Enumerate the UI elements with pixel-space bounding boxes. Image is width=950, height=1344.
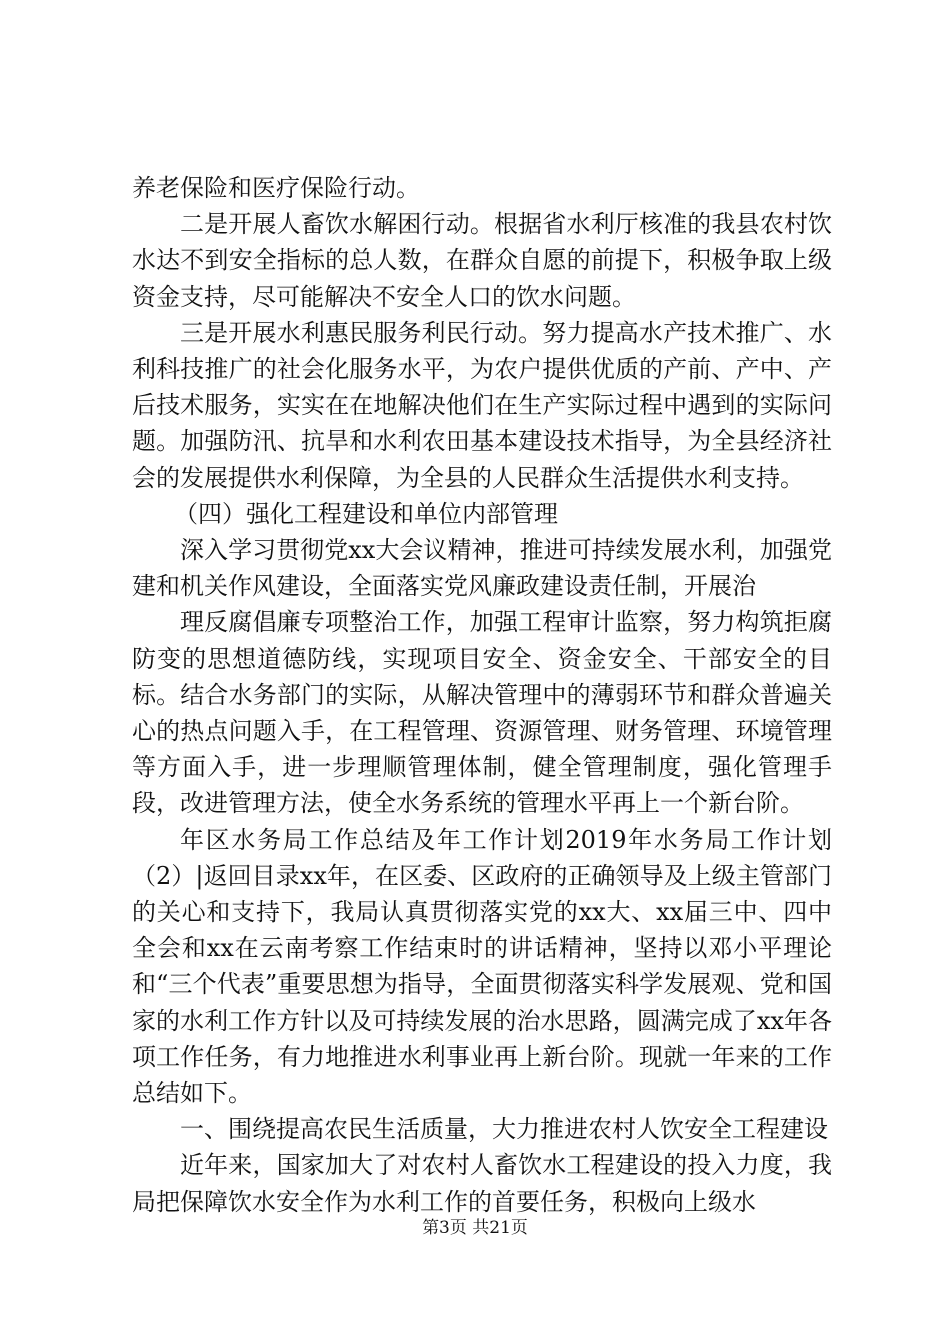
paragraph-2: 二是开展人畜饮水解困行动。根据省水利厅核准的我县农村饮水达不到安全指标的总人数，在群众自愿的前提下，积极争取上级资金支持，尽可能解决不安全人口的饮水问题。 xyxy=(132,210,832,311)
document-body xyxy=(132,170,832,1220)
section-heading-1: 一、围绕提高农民生活质量，大力推进农村人饮安全工程建设 xyxy=(180,1115,828,1144)
paragraph-3: 三是开展水利惠民服务利民行动。努力提高水产技术推广、水利科技推广的社会化服务水平，为农户提供优质的产前、产中、产后技术服务，实实在在地解决他们在生产实际过程中遇到的实际问题。加强防汛、抗旱和水利农田基本建设技术指导，为全县经济社会的发展提供水利保障，为全县的人民群众生活提供水利支持。 xyxy=(132,318,832,492)
page-number-footer: 第3页 共21页 xyxy=(422,1218,528,1238)
paragraph-9: 近年来，国家加大了对农村人畜饮水工程建设的投入力度，我局把保障饮水安全作为水利工作的首要任务，积极向上级水 xyxy=(132,1151,832,1216)
paragraph-1: 养老保险和医疗保险行动。 xyxy=(132,174,420,202)
section-heading-4: （四）强化工程建设和单位内部管理 xyxy=(174,499,558,528)
paragraph-5: 深入学习贯彻党xx大会议精神，推进可持续发展水利，加强党建和机关作风建设，全面落实党风廉政建设责任制，开展治 xyxy=(132,536,832,601)
paragraph-6: 理反腐倡廉专项整治工作，加强工程审计监察，努力构筑拒腐防变的思想道德防线，实现项目安全、资金安全、干部安全的目标。结合水务部门的实际，从解决管理中的薄弱环节和群众普遍关心的热点问题入手，在工程管理、资源管理、财务管理、环境管理等方面入手，进一步理顺管理体制，健全管理制度，强化管理手段，改进管理方法，使全水务系统的管理水平再上一个新台阶。 xyxy=(132,608,832,818)
paragraph-7: 年区水务局工作总结及年工作计划2019年水务局工作计划（2）|返回目录xx年，在区委、区政府的正确领导及上级主管部门的关心和支持下，我局认真贯彻落实党的xx大、xx届三中、四中全会和xx在云南考察工作结束时的讲话精神，坚持以邓小平理论和“三个代表”重要思想为指导，全面贯彻落实科学发展观、党和国家的水利工作方针以及可持续发展的治水思路，圆满完成了xx年各项工作任务，有力地推进水利事业再上新台阶。现就一年来的工作总结如下。 xyxy=(132,825,832,1108)
